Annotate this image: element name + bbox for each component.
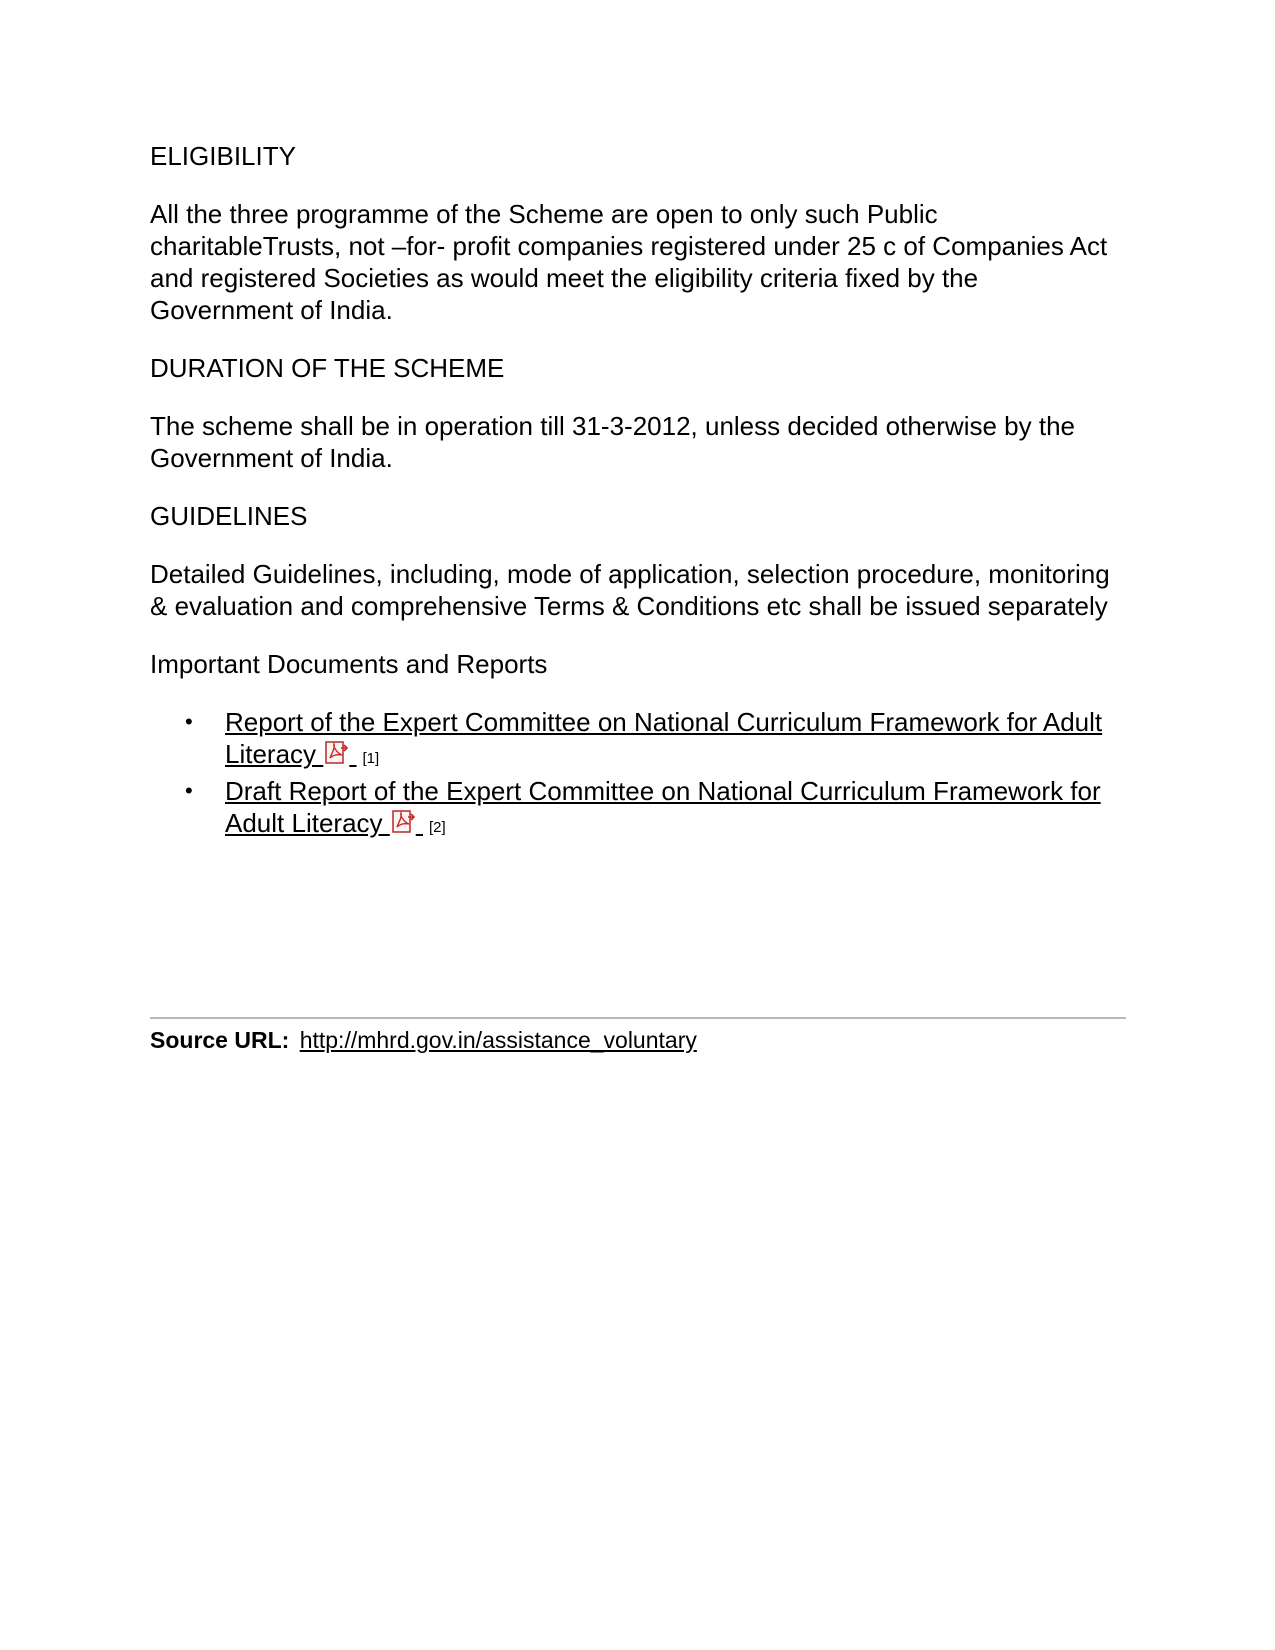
bullet-icon: • [185,778,193,803]
reference-marker: [1] [362,750,380,767]
document-list [150,706,1140,844]
section-heading: Important Documents and Reports [150,649,548,679]
document-page [150,140,1140,844]
pdf-icon [392,808,416,834]
bullet-icon: • [185,709,193,734]
section-body: All the three programme of the Scheme are open to only such Public charitableTrusts, not –for- profit companies registered under 25 c of Companies Act and registered Societies as would meet the eligibility criteria fixed by the Government of India. [150,199,1108,325]
section-duration [150,352,1140,474]
section-heading: ELIGIBILITY [150,141,296,171]
pdf-icon [325,739,349,765]
document-link[interactable] [225,776,1101,838]
source-url-link[interactable]: http://mhrd.gov.in/assistance_voluntary [299,1027,697,1053]
section-eligibility [150,140,1140,326]
list-item [150,706,1125,775]
document-link-text: Draft Report of the Expert Committee on National Curriculum Framework for Adult Literacy [225,776,1101,838]
section-guidelines [150,500,1140,622]
section-body: Detailed Guidelines, including, mode of application, selection procedure, monitoring & evaluation and comprehensive Terms & Conditions etc shall be issued separately [150,559,1110,621]
section-body: The scheme shall be in operation till 31-3-2012, unless decided otherwise by the Government of India. [150,411,1075,473]
document-link-text: Report of the Expert Committee on National Curriculum Framework for Adult Literacy [225,707,1103,769]
section-heading: DURATION OF THE SCHEME [150,353,505,383]
section-heading: GUIDELINES [150,501,308,531]
list-item [150,775,1125,844]
reference-marker: [2] [429,819,446,836]
footer-divider [150,1017,1126,1019]
source-url-line [150,1026,697,1054]
document-link[interactable] [225,707,1102,769]
section-documents [150,648,1140,844]
source-url-label: Source URL: [150,1027,290,1053]
